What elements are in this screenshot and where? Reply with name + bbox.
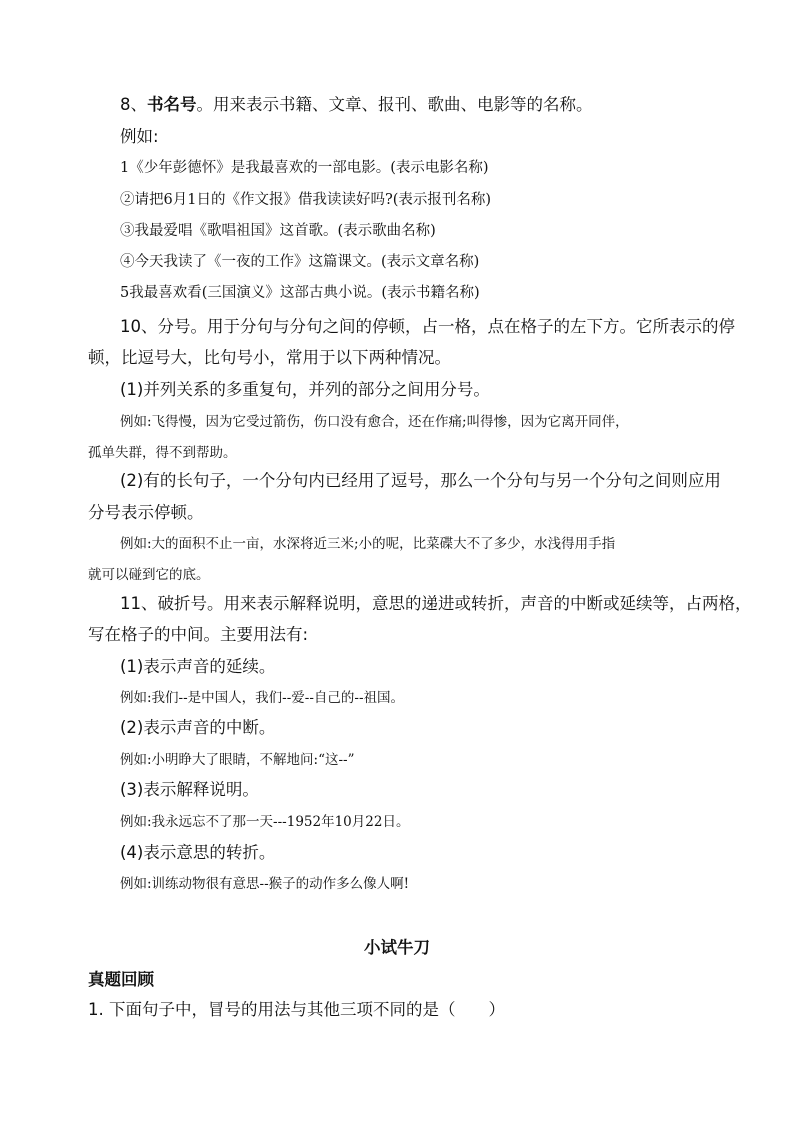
section-8-example-4: ④今天我读了《一夜的工作》这篇课文。(表示文章名称) bbox=[120, 254, 480, 270]
section-11-item-4-example: 例如:训练动物很有意思--猴子的动作多么像人啊! bbox=[120, 876, 410, 892]
section-11-item-1-title: (1)表示声音的延续。 bbox=[120, 657, 276, 676]
section-8-term: 书名号 bbox=[147, 95, 197, 114]
section-11-item-2-example: 例如:小明睁大了眼睛，不解地问:“这--” bbox=[120, 752, 355, 768]
section-10-line-1: 10、分号。用于分句与分句之间的停顿，占一格，点在格子的左下方。它所表示的停 bbox=[120, 317, 735, 336]
section-8-example-2: ②请把6月1日的《作文报》借我读读好吗?(表示报刊名称) bbox=[120, 192, 492, 208]
section-8-example-5: 5我最喜欢看(三国演义》这部古典小说。(表示书籍名称) bbox=[120, 285, 480, 301]
section-11-item-4-title: (4)表示意思的转折。 bbox=[120, 843, 276, 862]
section-11-item-1-example: 例如:我们--是中国人，我们--爱--自己的--祖国。 bbox=[120, 690, 405, 706]
section-10-case-1: (1)并列关系的多重复句，并列的部分之间用分号。 bbox=[120, 380, 490, 399]
section-11-item-3-title: (3)表示解释说明。 bbox=[120, 780, 259, 799]
section-10-case-1-example-line-1: 例如:飞得慢，因为它受过箭伤，伤口没有愈合，还在作痛;叫得惨，因为它离开同伴， bbox=[120, 414, 629, 430]
section-11-line-2: 写在格子的中间。主要用法有: bbox=[88, 625, 309, 644]
practice-subtitle: 真题回顾 bbox=[88, 970, 154, 989]
section-8-example-3: ③我最爱唱《歌唱祖国》这首歌。(表示歌曲名称) bbox=[120, 223, 436, 239]
section-11-item-3-example: 例如:我永远忘不了那一天---1952年10月22日。 bbox=[120, 814, 410, 830]
section-8-heading: 8、书名号。用来表示书籍、文章、报刊、歌曲、电影等的名称。 bbox=[120, 95, 593, 114]
section-10-line-2: 顿，比逗号大，比句号小，常用于以下两种情况。 bbox=[88, 348, 451, 367]
section-8-example-label: 例如: bbox=[120, 127, 159, 146]
section-10-case-2-example-line-2: 就可以碰到它的底。 bbox=[88, 567, 210, 583]
practice-title: 小试牛刀 bbox=[364, 938, 430, 957]
question-1: 1. 下面句子中，冒号的用法与其他三项不同的是（ ） bbox=[88, 1000, 505, 1019]
section-11-item-2-title: (2)表示声音的中断。 bbox=[120, 718, 276, 737]
section-10-case-2-line-2: 分号表示停顿。 bbox=[88, 503, 204, 522]
section-10-case-2-line-1: (2)有的长句子，一个分句内已经用了逗号，那么一个分句与另一个分句之间则应用 bbox=[120, 471, 721, 490]
section-11-line-1: 11、破折号。用来表示解释说明，意思的递进或转折，声音的中断或延续等，占两格， bbox=[120, 594, 752, 613]
section-10-case-2-example-line-1: 例如:大的面积不止一亩，水深将近三米;小的呢，比菜碟大不了多少，水浅得用手指 bbox=[120, 536, 616, 552]
section-8-example-1: 1《少年彭德怀》是我最喜欢的一部电影。(表示电影名称) bbox=[120, 160, 489, 176]
section-10-case-1-example-line-2: 孤单失群，得不到帮助。 bbox=[88, 445, 237, 461]
